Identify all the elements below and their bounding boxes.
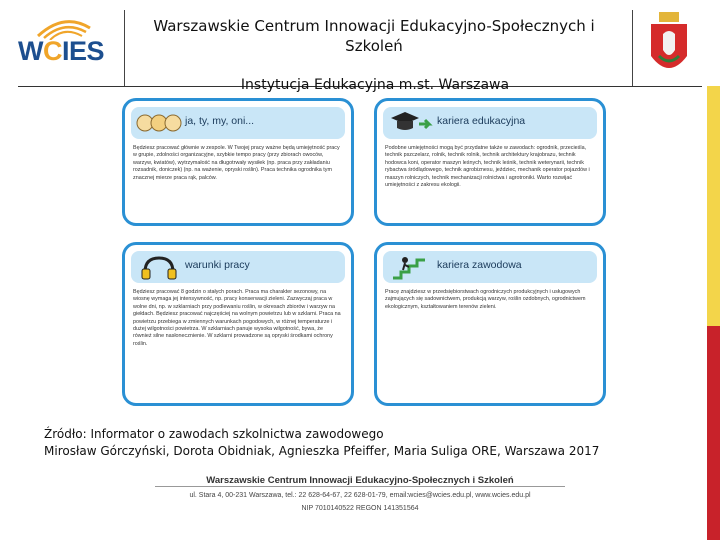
panel-text: Pracę znajdziesz w przedsiębiorstwach ogrodniczych produkcyjnych i usługowych zajmujących się sadownictwem, produkcją warzyw, roślin ozdobnych, ogrodnictwem ekologicznym, kształtowaniem terenów zieleni. (385, 289, 586, 310)
graduation-cap-icon (389, 110, 433, 136)
footer-address: ul. Stara 4, 00-231 Warszawa, tel.: 22 628-64-67, 22 628-01-79, email:wcies@wcies.edu.pl, www.wcies.edu.pl (189, 492, 531, 499)
logo-letters-ies: IES (61, 36, 105, 66)
panel-title: kariera edukacyjna (437, 115, 526, 127)
footer-title: Warszawskie Centrum Innowacji Edukacyjno-Społecznych i Szkoleń (206, 475, 514, 486)
header-divider-left (124, 10, 125, 86)
panel-text: Będziesz pracować głównie w zespole. W Twojej pracy ważne będą umiejętność pracy w grupie, zdolności organizacyjne, szybkie tempo pracy (przy zbiorach owoców, warzyw, kwiatów), wytrzymałość na długotrwały wysiłek (np. praca przy zakładaniu rozsadnik, doniczek) (np. na ważenie, opryski roślin). Praca technika ogrodnika tym znacznej mierze praca rąk, palców. (133, 145, 340, 181)
warsaw-crest-icon (645, 10, 693, 80)
source-citation (44, 426, 599, 460)
footer-nip: NIP 7010140522 REGON 141351564 (301, 505, 419, 512)
panel-education (374, 98, 606, 226)
logo-letter-c: C (42, 36, 62, 66)
page-title: Warszawskie Centrum Innowacji Edukacyjno-Społecznych i Szkoleń (153, 17, 595, 55)
panel-header (131, 251, 345, 283)
header-divider-right (632, 10, 633, 86)
side-bar-red (707, 326, 720, 540)
logo-text (18, 36, 104, 67)
panel-text: Podobne umiejętności mogą być przydatne także w zawodach: ogrodnik, przecieśla, technik pszczelarz, rolnik, technik rolnik, technik architektury krajobrazu, technik hodowca koni, operator maszyn leśnych, technik leśnik, technik weterynarii, technik rybactwa śródlądowego, technik agrobiznesu, jeździec, mechanik operator pojazdów i maszyn rolniczych, technik mechanizacji rolnictwa i agrotroniki. Warto rozwijać umiejętności z zakresu ekologii. (385, 145, 590, 189)
panel-title: kariera zawodowa (437, 259, 522, 271)
panel-text: Będziesz pracować 8 godzin o stałych porach. Praca ma charakter sezonowy, na wiosnę wymaga jej intensywność, np. pracy konserwacji zieleni. Zazwyczaj praca w wolne dni, np. w szklarniach przy podlewaniu roślin, w okresach zbiorów i warzyw na giełdach. Będziesz pracować najczęściej na wolnym powietrzu lub w szklarni. Praca na powietrzu przebiega w zmiennych warunkach pogodowych, w różnej temperaturze i dużej wilgotności powietrza. W szklarniach panuje wysoka wilgotność, bywa, że również silne nasłonecznienie. W szklarni prowadzone są opryski środkami ochrony roślin. (133, 289, 341, 347)
panel-title: warunki pracy (185, 259, 250, 271)
panel-header (383, 107, 597, 139)
panel-header (383, 251, 597, 283)
headphones-icon (139, 254, 179, 280)
panel-conditions (122, 242, 354, 406)
panel-header (131, 107, 345, 139)
panel-team (122, 98, 354, 226)
climbing-stairs-icon (391, 254, 431, 280)
logo-letter-w: W (18, 36, 43, 66)
source-line-2: Mirosław Górczyński, Dorota Obidniak, Agnieszka Pfeiffer, Maria Suliga ORE, Warszawa 2017 (44, 444, 600, 458)
footer-rule (155, 486, 565, 487)
people-icon (135, 109, 183, 137)
panel-career (374, 242, 606, 406)
side-bar-yellow (707, 86, 720, 326)
source-line-1: Źródło: Informator o zawodach szkolnictwa zawodowego (44, 427, 384, 441)
panel-title: ja, ty, my, oni... (185, 115, 255, 127)
page-subtitle: Instytucja Edukacyjna m.st. Warszawa (240, 77, 510, 93)
